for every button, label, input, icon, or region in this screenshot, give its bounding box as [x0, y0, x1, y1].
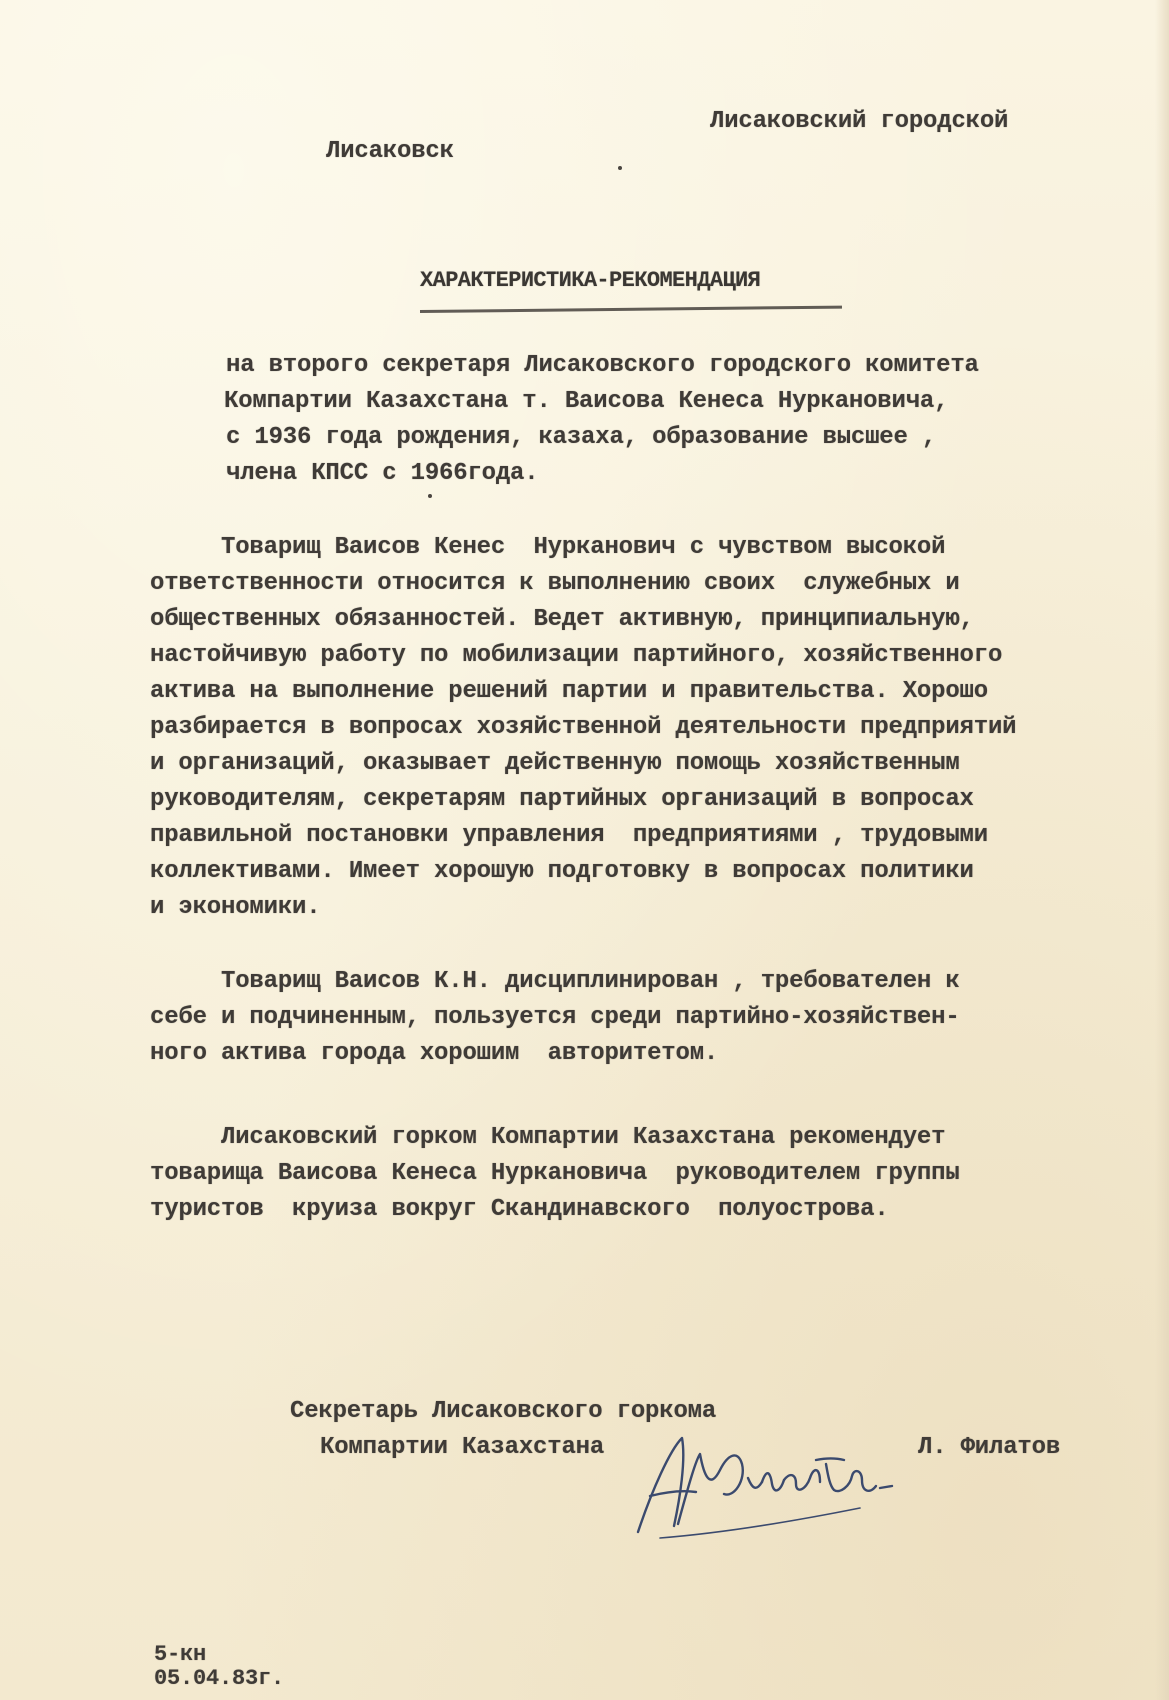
document-reference: 5-кн: [154, 1642, 207, 1667]
subject-line: Компартии Казахстана т. Ваисова Кенеса Нуркановича,: [224, 388, 949, 415]
signatory-name: Л. Филатов: [918, 1434, 1061, 1461]
paper-edge-shadow: [1155, 0, 1169, 1700]
paragraph-line: Товарищ Ваисов К.Н. дисциплинирован , требователен к: [150, 968, 960, 995]
paragraph-line: туристов круиза вокруг Скандинавского полуострова.: [150, 1196, 889, 1223]
paragraph-line: руководителям, секретарям партийных организаций в вопросах: [150, 786, 974, 813]
paragraph-line: коллективами. Имеет хорошую подготовку в вопросах политики: [150, 858, 974, 885]
paragraph-line: товарища Ваисова Кенеса Нуркановича руководителем группы: [150, 1160, 960, 1187]
paragraph-line: общественных обязанностей. Ведет активную, принципиальную,: [150, 606, 974, 633]
document-date: 05.04.83г.: [154, 1666, 285, 1691]
paragraph-line: настойчивую работу по мобилизации партийного, хозяйственного: [150, 642, 1003, 669]
city-line: Лисаковск: [326, 138, 454, 165]
paragraph-line: и экономики.: [150, 894, 321, 921]
paragraph-line: Лисаковский горком Компартии Казахстана рекомендует: [150, 1124, 946, 1151]
paragraph-line: Товарищ Ваисов Кенес Нурканович с чувством высокой: [150, 534, 946, 561]
addressee-line: Лисаковский городской: [710, 108, 1009, 135]
subject-line: с 1936 года рождения, казаха, образование высшее ,: [226, 424, 937, 451]
title-underline: [420, 306, 842, 313]
paragraph-line: правильной постановки управления предприятиями , трудовыми: [150, 822, 988, 849]
paragraph-line: себе и подчиненным, пользуется среди партийно-хозяйствен-: [150, 1004, 960, 1031]
signatory-position: Секретарь Лисаковского горкома: [290, 1398, 717, 1425]
paper-speck: [618, 166, 622, 170]
paragraph-line: ного актива города хорошим авторитетом.: [150, 1040, 719, 1067]
paragraph-line: ответственности относится к выполнению своих служебных и: [150, 570, 960, 597]
handwritten-signature: [630, 1420, 900, 1550]
subject-line: члена КПСС с 1966года.: [226, 460, 539, 487]
paragraph-line: и организаций, оказывает действенную помощь хозяйственным: [150, 750, 960, 777]
document-title: ХАРАКТЕРИСТИКА-РЕКОМЕНДАЦИЯ: [420, 268, 761, 293]
paper-speck: [428, 494, 432, 498]
signatory-organization: Компартии Казахстана: [320, 1434, 605, 1461]
paragraph-line: актива на выполнение решений партии и правительства. Хорошо: [150, 678, 988, 705]
subject-line: на второго секретаря Лисаковского городского комитета: [226, 352, 979, 379]
paragraph-line: разбирается в вопросах хозяйственной деятельности предприятий: [150, 714, 1017, 741]
